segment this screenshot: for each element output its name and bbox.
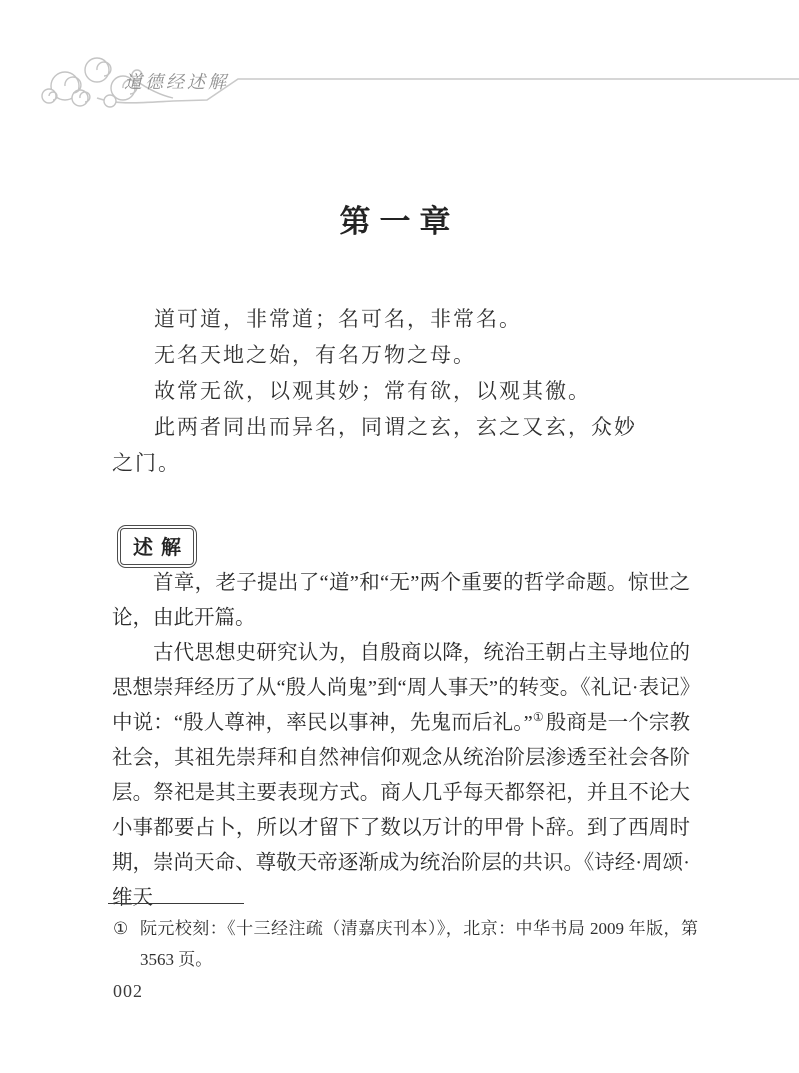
verse-line: 道可道，非常道；名可名，非常名。 <box>154 307 522 331</box>
running-head-book-title: 道德经述解 <box>124 72 229 92</box>
verse-line: 无名天地之始，有名万物之母。 <box>154 343 476 367</box>
footnote-reference-marker: ① <box>532 710 544 725</box>
verse-line: 此两者同出而异名，同谓之玄，玄之又玄，众妙 <box>154 415 637 439</box>
commentary-paragraph-2-text-after-note: 殷商是一个宗教社会，其祖先崇拜和自然神信仰观念从统治阶层渗透至社会各阶层。祭祀是其主要表现方式。商人几乎每天都祭祀，并且不论大小事都要占卜，所以才留下了数以万计的甲骨卜辞。到了西周时期，崇尚天命、尊敬天帝逐渐成为统治阶层的共识。《诗经·周颂·维天 <box>112 712 691 909</box>
footnote-divider <box>108 903 244 904</box>
commentary-paragraph-2-text-before-note: 古代思想史研究认为，自殷商以降，统治王朝占主导地位的思想崇拜经历了从“殷人尚鬼”到“周人事天”的转变。《礼记·表记》中说：“殷人尊神，率民以事神，先鬼而后礼。” <box>112 642 690 734</box>
verse-line: 之门。 <box>112 451 181 475</box>
section-label-plaque <box>117 525 197 568</box>
classic-text-block <box>112 301 732 481</box>
commentary-block <box>112 566 690 916</box>
footnote-text: 阮元校刻：《十三经注疏（清嘉庆刊本）》，北京：中华书局 2009 年版，第 3563 页。 <box>140 919 698 969</box>
commentary-paragraph <box>112 566 690 636</box>
footnote-marker: ① <box>113 919 129 938</box>
commentary-paragraph-1-text: 首章，老子提出了“道”和“无”两个重要的哲学命题。惊世之论，由此开篇。 <box>112 572 690 629</box>
commentary-paragraph <box>112 636 690 916</box>
section-label-text: 述解 <box>120 528 194 565</box>
footnote-block <box>112 913 698 975</box>
chapter-title: 第一章 <box>339 204 460 239</box>
verse-line: 故常无欲，以观其妙；常有欲，以观其徼。 <box>154 379 591 403</box>
page-number: 002 <box>113 981 143 1001</box>
